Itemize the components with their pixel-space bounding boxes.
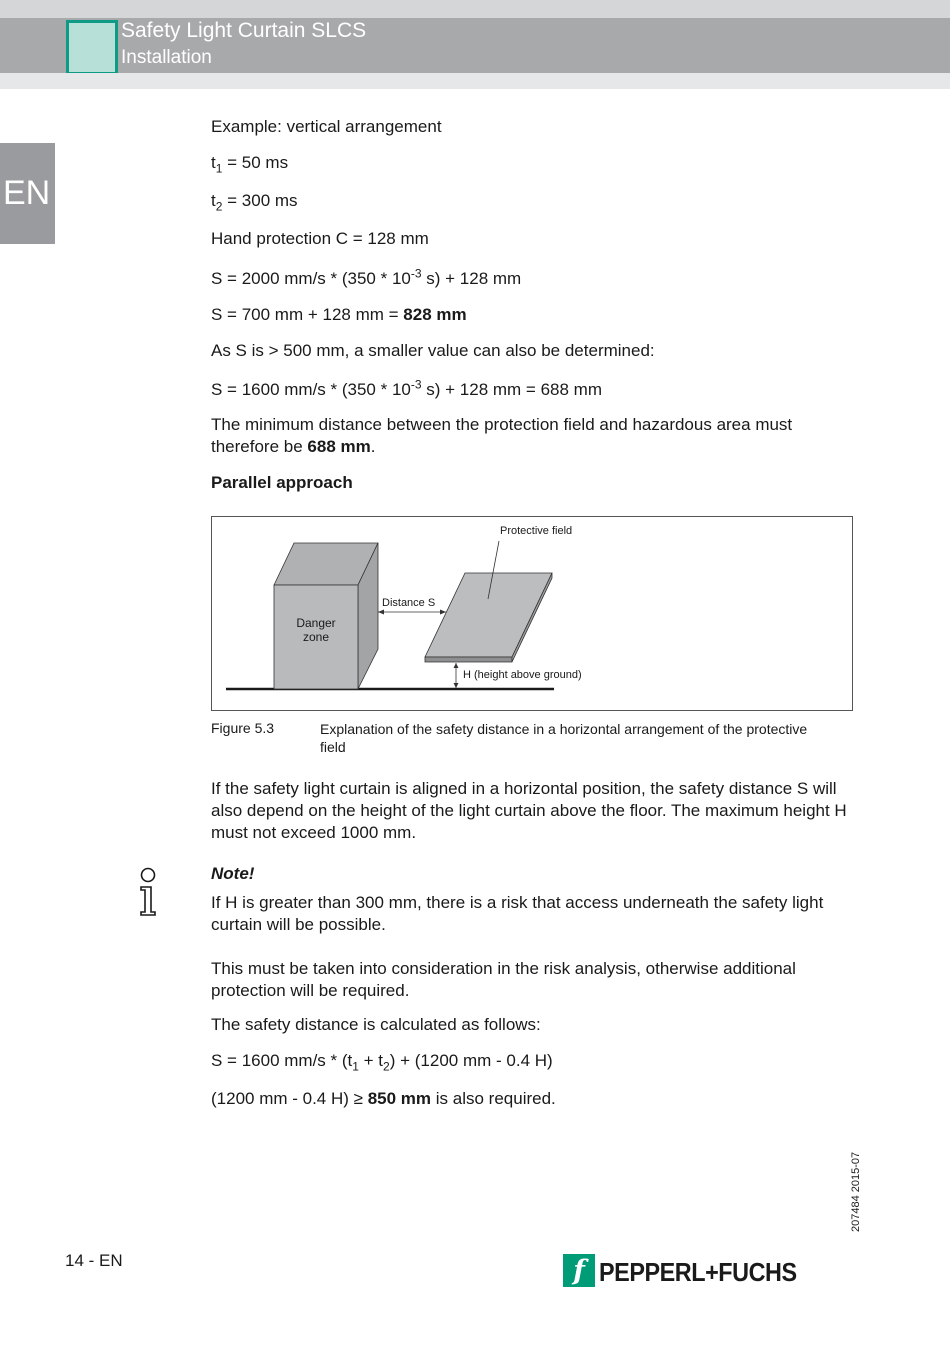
t2-symbol: t — [211, 191, 216, 210]
height-arrow-bottom-head — [454, 683, 459, 688]
danger-zone-label-line-2: zone — [302, 630, 330, 644]
header-title: Safety Light Curtain SLCS — [121, 19, 367, 42]
t2-subscript: 2 — [215, 199, 223, 214]
hand-protection-line: Hand protection C = 128 mm — [211, 229, 429, 248]
height-label: H (height above ground) — [463, 669, 582, 681]
parallel-approach-heading: Parallel approach — [211, 473, 353, 492]
requirement-value: 850 mm — [367, 1089, 432, 1108]
t1-value: = 50 ms — [222, 153, 289, 172]
equation-3-part-a: S = 1600 mm/s * (350 * 10 — [211, 380, 411, 399]
example-heading: Example: vertical arrangement — [211, 117, 442, 136]
formula-subscript-2: 2 — [383, 1059, 390, 1074]
safety-distance-figure — [211, 516, 853, 711]
horizontal-paragraph: If the safety light curtain is aligned in a horizontal position, the safety distance S will also depend on the height of the light curtain above the floor. The maximum height H must not exceed 1000 mm. — [211, 779, 847, 842]
protective-field-label: Protective field — [500, 525, 573, 537]
language-tab-label: EN — [3, 174, 51, 212]
equation-1 — [211, 268, 861, 290]
info-icon — [137, 866, 159, 918]
equation-1-exponent: -3 — [410, 266, 422, 281]
smaller-value-line: As S is > 500 mm, a smaller value can also be determined: — [211, 341, 655, 360]
t1-subscript: 1 — [215, 161, 223, 176]
protective-field-edge — [425, 657, 512, 662]
min-distance-text: The minimum distance between the protection field and hazardous area must therefore be — [211, 415, 793, 456]
logo-wordmark: PEPPERL+FUCHS — [599, 1257, 797, 1287]
figure-number: Figure 5.3 — [211, 720, 275, 736]
requirement-line — [211, 1088, 861, 1110]
language-tab — [0, 143, 55, 244]
requirement-part-a: (1200 mm - 0.4 H) ≥ — [211, 1089, 368, 1108]
safety-distance-formula — [211, 1050, 861, 1072]
danger-zone-label-line-1: Danger — [296, 616, 336, 630]
document-code: 207484 2015-07 — [850, 1151, 862, 1232]
equation-3-exponent: -3 — [410, 377, 422, 392]
logo-mark-icon: f — [563, 1254, 595, 1287]
equation-1-part-b: s) + 128 mm — [421, 269, 522, 288]
header-top-strip — [0, 0, 950, 18]
t1-line — [211, 152, 861, 174]
figure-illustration — [212, 517, 852, 710]
equation-2-part-a: S = 700 mm + 128 mm = — [211, 305, 404, 324]
note-title: Note! — [211, 864, 255, 883]
distance-arrow-right-head — [440, 610, 446, 615]
distance-s-label: Distance S — [382, 597, 436, 609]
t2-line — [211, 190, 861, 212]
page-number: 14 - EN — [65, 1251, 123, 1270]
header-divider — [0, 73, 950, 89]
equation-2-result: 828 mm — [403, 305, 467, 324]
min-distance-value: 688 mm — [307, 437, 371, 456]
figure-caption: Explanation of the safety distance in a horizontal arrangement of the protective field — [320, 721, 808, 755]
distance-arrow-left-head — [378, 610, 384, 615]
equation-1-part-a: S = 2000 mm/s * (350 * 10 — [211, 269, 411, 288]
formula-subscript-1: 1 — [352, 1059, 359, 1074]
formula-part-a: S = 1600 mm/s * (t — [211, 1051, 353, 1070]
height-arrow-top-head — [454, 663, 459, 668]
equation-3-part-b: s) + 128 mm = 688 mm — [421, 380, 602, 399]
min-distance-period: . — [370, 437, 376, 456]
calculation-intro: The safety distance is calculated as follows: — [211, 1015, 541, 1034]
header-subtitle: Installation — [121, 47, 212, 68]
note-text: If H is greater than 300 mm, there is a risk that access underneath the safety light curtain will be possible. — [211, 893, 824, 934]
min-distance-paragraph — [211, 414, 861, 458]
header-accent-square — [66, 20, 118, 75]
consideration-paragraph: This must be taken into consideration in the risk analysis, otherwise additional protection will be required. — [211, 959, 796, 1000]
formula-part-c: ) + (1200 mm - 0.4 H) — [389, 1051, 553, 1070]
t2-value: = 300 ms — [222, 191, 298, 210]
requirement-part-b: is also required. — [431, 1089, 556, 1108]
equation-3 — [211, 379, 861, 401]
formula-part-b: + t — [358, 1051, 384, 1070]
equation-2 — [211, 304, 861, 326]
t1-symbol: t — [211, 153, 216, 172]
